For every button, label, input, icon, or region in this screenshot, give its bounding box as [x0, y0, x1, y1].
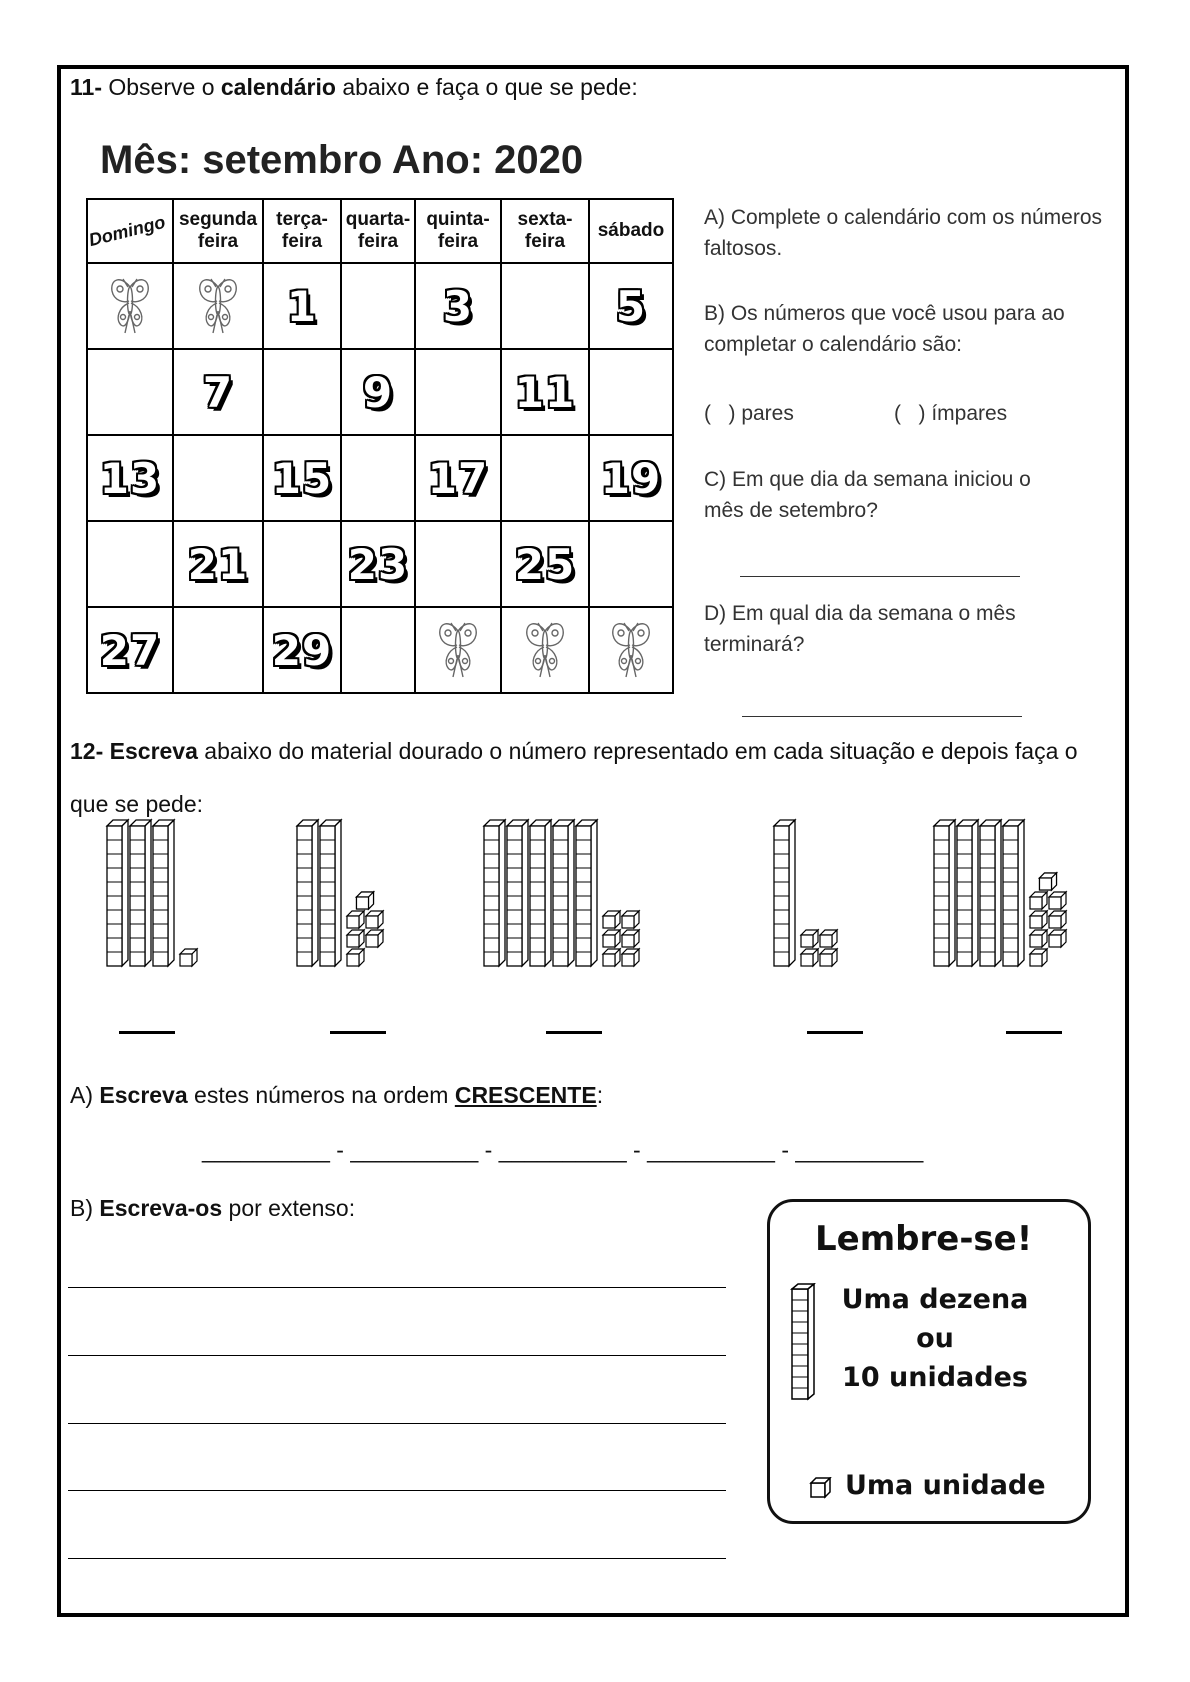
tens-rod [320, 820, 341, 966]
day-number: 9 [362, 367, 394, 417]
reminder-title: Lembre-se! [815, 1219, 1033, 1259]
base-ten-group [934, 820, 1066, 966]
write-line-1[interactable] [68, 1287, 726, 1288]
weekday-label: feira [281, 231, 323, 252]
tens-rod [774, 820, 795, 966]
tens-rod [107, 820, 128, 966]
q12-a-text: estes números na ordem [194, 1082, 449, 1108]
unit-cube [622, 911, 639, 928]
unit-cube [366, 930, 383, 947]
answer-line-3[interactable] [546, 1031, 602, 1034]
day-number: 5 [615, 281, 647, 331]
unit-cube [347, 930, 364, 947]
q11-d-line2: terminará? [704, 633, 805, 656]
write-line-4[interactable] [68, 1490, 726, 1491]
tens-rod [297, 820, 318, 966]
weekday-label: feira [197, 231, 239, 252]
weekday-label: feira [524, 231, 566, 252]
weekday-label: feira [437, 231, 479, 252]
q12-text: abaixo do material dourado o número representado em cada situação e depois faça o que se pede: [70, 738, 1078, 817]
write-line-5[interactable] [68, 1558, 726, 1559]
day-number: 21 [187, 539, 249, 589]
day-number: 19 [600, 453, 662, 503]
weekday-label: sexta- [517, 209, 573, 230]
answer-line-4[interactable] [807, 1031, 863, 1034]
q12-b-label: B) [70, 1195, 93, 1221]
tens-rod [957, 820, 978, 966]
base-ten-group [297, 820, 383, 966]
weekday-label: terça- [276, 209, 328, 230]
unit-cube [820, 949, 837, 966]
q11-a-line1: A) Complete o calendário com os números [704, 206, 1103, 229]
q11-c-line2: mês de setembro? [704, 499, 878, 522]
reminder-unit-text: Uma unidade [845, 1470, 1046, 1501]
q12-b-text: por extenso: [228, 1195, 356, 1221]
unit-cube [622, 949, 639, 966]
day-number: 23 [347, 539, 409, 589]
unit-cube [603, 949, 620, 966]
unit-cube [1030, 911, 1047, 928]
q11-number: 11- [70, 74, 102, 100]
unit-cube [1049, 930, 1066, 947]
unit-cube [366, 911, 383, 928]
q11-intro-a: Observe o [108, 74, 215, 100]
day-number: 27 [99, 625, 161, 675]
day-number: 1 [286, 281, 318, 331]
day-number: 25 [514, 539, 576, 589]
tens-rod [130, 820, 151, 966]
weekday-label: sábado [597, 220, 665, 241]
q12-a-emph: CRESCENTE [454, 1082, 597, 1108]
q12-a-colon: : [596, 1082, 604, 1108]
q11-intro-bold: calendário [220, 74, 336, 100]
weekday-label: feira [357, 231, 399, 252]
day-number: 7 [202, 367, 234, 417]
day-number: 15 [271, 453, 333, 503]
q11-c-line1: C) Em que dia da semana iniciou o [704, 468, 1031, 491]
unit-cube [820, 930, 837, 947]
reminder-line2: ou [916, 1323, 954, 1354]
unit-cube [347, 911, 364, 928]
q12-number: 12- [70, 738, 104, 764]
tens-rod [1003, 820, 1024, 966]
calendar-title: Mês: setembro Ano: 2020 [100, 138, 584, 182]
day-number: 29 [271, 625, 333, 675]
unit-cube [1030, 949, 1047, 966]
unit-cube [622, 930, 639, 947]
order-blanks[interactable]: __________ - __________ - __________ - __________ - __________ [202, 1137, 924, 1163]
tens-rod [576, 820, 597, 966]
day-number: 17 [427, 453, 489, 503]
base-ten-group [484, 820, 639, 966]
reminder-line3: 10 unidades [842, 1362, 1028, 1393]
day-number: 13 [99, 453, 161, 503]
answer-line-1[interactable] [119, 1031, 175, 1034]
unit-cube [603, 930, 620, 947]
unit-cube [1030, 892, 1047, 909]
q11-d-line1: D) Em qual dia da semana o mês [704, 602, 1016, 625]
write-line-3[interactable] [68, 1423, 726, 1424]
q12-bold: Escreva [109, 738, 198, 764]
reminder-line1: Uma dezena [841, 1284, 1029, 1315]
tens-rod [484, 820, 505, 966]
tens-rod [153, 820, 174, 966]
q11-b-option-pares[interactable]: ( ) pares [704, 402, 794, 425]
weekday-label: quarta- [345, 209, 411, 230]
tens-rod [530, 820, 551, 966]
unit-cube [347, 949, 364, 966]
q11-b-option-impares[interactable]: ( ) ímpares [894, 402, 1008, 425]
q12-part-b [70, 1195, 355, 1222]
write-line-2[interactable] [68, 1355, 726, 1356]
unit-cube-icon [809, 1477, 833, 1499]
weekday-label: segunda [178, 209, 258, 230]
tens-rod [934, 820, 955, 966]
tens-rod [553, 820, 574, 966]
base-ten-group [774, 820, 837, 966]
unit-cube [1040, 873, 1057, 890]
q11-intro-b: abaixo e faça o que se pede: [342, 74, 638, 100]
unit-cube [1030, 930, 1047, 947]
unit-cube [1049, 892, 1066, 909]
q11-b-line2: completar o calendário são: [704, 333, 962, 356]
q12-a-label: A) [70, 1082, 93, 1108]
q12-b-bold: Escreva-os [99, 1195, 223, 1221]
answer-line-5[interactable] [1006, 1031, 1062, 1034]
weekday-label: quinta- [426, 209, 490, 230]
unit-cube [1049, 911, 1066, 928]
q12-part-a [70, 1082, 603, 1109]
day-number: 11 [514, 367, 576, 417]
q11-a-line2: faltosos. [704, 237, 783, 260]
unit-cube [357, 892, 374, 909]
unit-cube [801, 930, 818, 947]
q11-b-line1: B) Os números que você usou para ao [704, 302, 1065, 325]
day-number: 3 [442, 281, 474, 331]
unit-cube [603, 911, 620, 928]
unit-cube [180, 949, 197, 966]
answer-line-2[interactable] [330, 1031, 386, 1034]
tens-rod [507, 820, 528, 966]
tens-rod-icon [790, 1283, 816, 1403]
base-ten-group [107, 820, 197, 966]
q12-a-bold: Escreva [99, 1082, 188, 1108]
unit-cube [801, 949, 818, 966]
weekday-label: Domingo [86, 211, 168, 250]
tens-rod [980, 820, 1001, 966]
